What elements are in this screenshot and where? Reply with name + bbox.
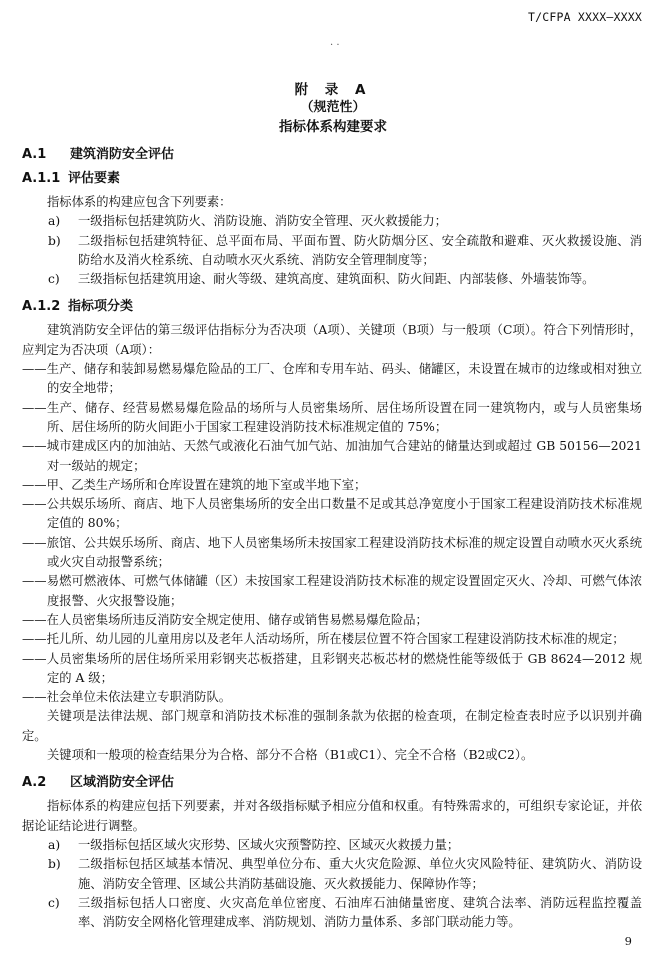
list-marker: b) xyxy=(48,857,61,872)
list-item-text: 三级指标包括人口密度、火灾高危单位密度、石油库石油储量密度、建筑合法率、消防远程监控覆盖率、消防安全网格化管理建成率、消防规划、消防力量体系、多部门联动能力等。 xyxy=(78,895,642,930)
dash-item: ——公共娱乐场所、商店、地下人员密集场所的安全出口数量不足或其总净宽度小于国家工程建设消防技术标准规定值的 80%； xyxy=(22,497,642,531)
paragraph: 关键项和一般项的检查结果分为合格、部分不合格（B1或C1）、完全不合格（B2或C2）。 xyxy=(47,748,534,763)
section-heading-a2 xyxy=(22,774,642,792)
appendix-name: 指标体系构建要求 xyxy=(279,119,387,135)
dot-mark: . . xyxy=(330,37,340,48)
dash-item: ——社会单位未依法建立专职消防队。 xyxy=(22,690,232,705)
document-code: T/CFPA XXXX—XXXX xyxy=(528,10,642,24)
paragraph: 关键项是法律法规、部门规章和消防技术标准的强制条款为依据的检查项，在制定检查表时应予以识别并确定。 xyxy=(22,709,642,743)
page-number: 9 xyxy=(624,934,632,948)
list-item-text: 三级指标包括建筑用途、耐火等级、建筑高度、建筑面积、防火间距、内部装修、外墙装饰等。 xyxy=(78,272,595,287)
appendix-kind: （规范性） xyxy=(300,100,366,115)
paragraph: 指标体系的构建应包括下列要素，并对各级指标赋予相应分值和权重。有特殊需求的，可组织专家论证，并依据论证结论进行调整。 xyxy=(22,799,642,833)
dash-item: ——生产、储存和装卸易燃易爆危险品的工厂、仓库和专用车站、码头、储罐区，未设置在城市的边缘或相对独立的安全地带； xyxy=(22,362,642,396)
dash-item: ——托儿所、幼儿园的儿童用房以及老年人活动场所，所在楼层位置不符合国家工程建设消防技术标准的规定； xyxy=(22,632,625,647)
dash-item: ——甲、乙类生产场所和仓库设置在建筑的地下室或半地下室； xyxy=(22,477,367,492)
dash-item: ——城市建成区内的加油站、天然气或液化石油气加气站、加油加气合建站的储量达到或超过 GB 50156—2021 对一级站的规定； xyxy=(22,439,642,473)
paragraph: 指标体系的构建应包含下列要素： xyxy=(47,195,232,209)
list-item-text: 二级指标包括建筑特征、总平面布局、平面布置、防火防烟分区、安全疏散和避难、灭火救援设施、消防给水及消火栓系统、自动喷水灭火系统、消防安全管理制度等； xyxy=(78,233,642,267)
list-item xyxy=(22,894,642,933)
list-marker: c) xyxy=(48,272,60,287)
dash-item: ——人员密集场所的居住场所采用彩钢夹芯板搭建，且彩钢夹芯板芯材的燃烧性能等级低于 GB 8624—2012 规定的 A 级； xyxy=(22,651,642,685)
paragraph: 建筑消防安全评估的第三级评估指标分为否决项（A项）、关键项（B项）与一般项（C项）。符合下列情形时，应判定为否决项（A项）： xyxy=(22,323,642,357)
appendix-title: 附 录 A xyxy=(294,82,372,98)
section-heading-a1 xyxy=(22,146,642,164)
subsection-title: 指标项分类 xyxy=(68,299,134,315)
list-marker: a) xyxy=(48,214,61,229)
section-title: 区域消防安全评估 xyxy=(70,775,175,791)
list-item xyxy=(22,270,642,289)
dash-item: ——在人员密集场所违反消防安全规定使用、储存或销售易燃易爆危险品； xyxy=(22,612,428,627)
list-item-text: 一级指标包括建筑防火、消防设施、消防安全管理、灭火救援能力； xyxy=(78,214,447,229)
dash-item: ——生产、储存、经营易燃易爆危险品的场所与人员密集场所、居住场所设置在同一建筑物内，或与人员密集场所、居住场所的防火间距小于国家工程建设消防技术标准规定值的 75%； xyxy=(22,400,642,434)
section-number: A.2 xyxy=(22,775,47,791)
document-body xyxy=(22,140,642,932)
list-item xyxy=(22,836,642,855)
subsection-heading-a1-1 xyxy=(22,170,642,188)
list-item xyxy=(22,232,642,271)
list-marker: b) xyxy=(48,233,61,248)
list-item xyxy=(22,855,642,894)
section-number: A.1 xyxy=(22,147,47,162)
section-title: 建筑消防安全评估 xyxy=(70,147,175,162)
list-marker: a) xyxy=(48,837,61,852)
list-marker: c) xyxy=(48,895,60,910)
dash-item: ——易燃可燃液体、可燃气体储罐（区）未按国家工程建设消防技术标准的规定设置固定灭火、冷却、可燃气体浓度报警、火灾报警设施； xyxy=(22,574,642,608)
dash-item: ——旅馆、公共娱乐场所、商店、地下人员密集场所未按国家工程建设消防技术标准的规定设置自动喷水灭火系统或火灾自动报警系统； xyxy=(22,535,642,570)
subsection-heading-a1-2 xyxy=(22,298,642,316)
list-item-text: 二级指标包括区域基本情况、典型单位分布、重大火灾危险源、单位火灾风险特征、建筑防火、消防设施、消防安全管理、区域公共消防基础设施、灭火救援能力、保障协作等； xyxy=(78,857,642,891)
list-item-text: 一级指标包括区域火灾形势、区域火灾预警防控、区域灭火救援力量； xyxy=(78,837,460,852)
subsection-title: 评估要素 xyxy=(68,171,121,186)
subsection-number: A.1.1 xyxy=(22,171,61,186)
list-item xyxy=(22,212,642,231)
subsection-number: A.1.2 xyxy=(22,299,61,315)
